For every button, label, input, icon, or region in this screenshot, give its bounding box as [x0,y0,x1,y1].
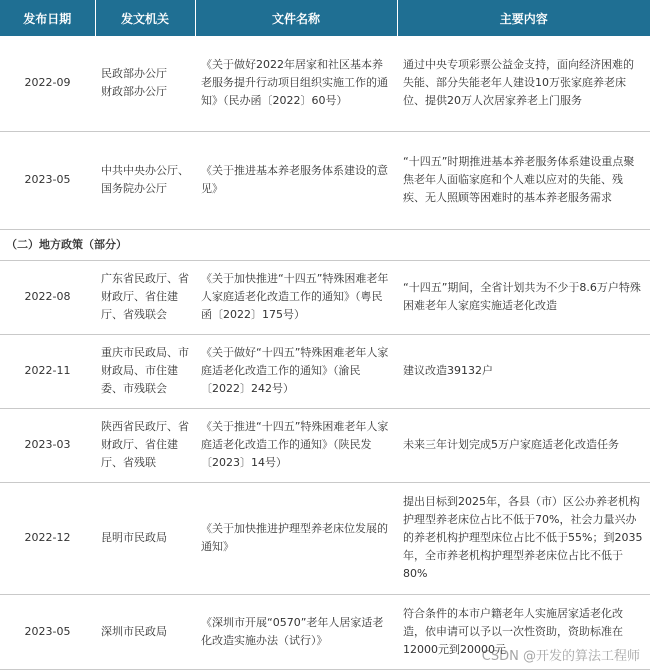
content-cell: 提出目标到2025年，各县（市）区公办养老机构护理型养老床位占比不低于70%，社会力量兴办的养老机构护理型床位占比不低于55%；到2035年，全市养老机构护理型养老床位占比不低于80% [397,482,650,594]
table-row [0,482,650,594]
issuer-cell: 广东省民政厅、省财政厅、省住建厅、省残联会 [95,260,195,334]
date-cell: 2022-08 [0,260,95,334]
table-row [0,36,650,131]
content-cell: “十四五”时期推进基本养老服务体系建设重点聚焦老年人面临家庭和个人难以应对的失能、残疾、无人照顾等困难时的基本养老服务需求 [397,131,650,229]
content-cell: 通过中央专项彩票公益金支持，面向经济困难的失能、部分失能老年人建设10万张家庭养老床位、提供20万人次居家养老上门服务 [397,36,650,131]
date-cell: 2023-05 [0,131,95,229]
content-cell: “十四五”期间，全省计划共为不少于8.6万户特殊困难老年人家庭实施适老化改造 [397,260,650,334]
table-row [0,408,650,482]
header-document: 文件名称 [195,0,397,36]
table-row [0,131,650,229]
date-cell: 2022-11 [0,334,95,408]
document-cell: 《深圳市开展“0570”老年人居家适老化改造实施办法（试行）》 [195,594,397,669]
issuer-cell: 昆明市民政局 [95,482,195,594]
date-cell: 2022-12 [0,482,95,594]
document-cell: 《关于加快推进护理型养老床位发展的通知》 [195,482,397,594]
table-row [0,260,650,334]
issuer-cell: 民政部办公厅 财政部办公厅 [95,36,195,131]
table-row [0,334,650,408]
document-cell: 《关于推进“十四五”特殊困难老年人家庭适老化改造工作的通知》（陕民发〔2023〕14号） [195,408,397,482]
section-heading: （二）地方政策（部分） [0,229,650,260]
section-row-local [0,229,650,260]
watermark: CSDN @开发的算法工程师 [481,649,640,664]
header-date: 发布日期 [0,0,95,36]
content-cell: 符合条件的本市户籍老年人实施居家适老化改造，依申请可以予以一次性资助，资助标准在12000元到20000元 [397,594,650,669]
issuer-cell: 深圳市民政局 [95,594,195,669]
issuer-cell: 陕西省民政厅、省财政厅、省住建厅、省残联 [95,408,195,482]
issuer-cell: 中共中央办公厅、国务院办公厅 [95,131,195,229]
header-issuer: 发文机关 [95,0,195,36]
document-cell: 《关于做好“十四五”特殊困难老年人家庭适老化改造工作的通知》（渝民〔2022〕242号） [195,334,397,408]
content-cell: 未来三年计划完成5万户家庭适老化改造任务 [397,408,650,482]
document-cell: 《关于做好2022年居家和社区基本养老服务提升行动项目组织实施工作的通知》（民办函〔2022〕60号） [195,36,397,131]
date-cell: 2023-03 [0,408,95,482]
date-cell: 2023-05 [0,594,95,669]
document-cell: 《关于推进基本养老服务体系建设的意见》 [195,131,397,229]
header-content: 主要内容 [397,0,650,36]
date-cell: 2022-09 [0,36,95,131]
header-row [0,0,650,36]
document-cell: 《关于加快推进“十四五”特殊困难老年人家庭适老化改造工作的通知》（粤民函〔2022〕175号） [195,260,397,334]
content-cell: 建议改造39132户 [397,334,650,408]
issuer-cell: 重庆市民政局、市财政局、市住建委、市残联会 [95,334,195,408]
